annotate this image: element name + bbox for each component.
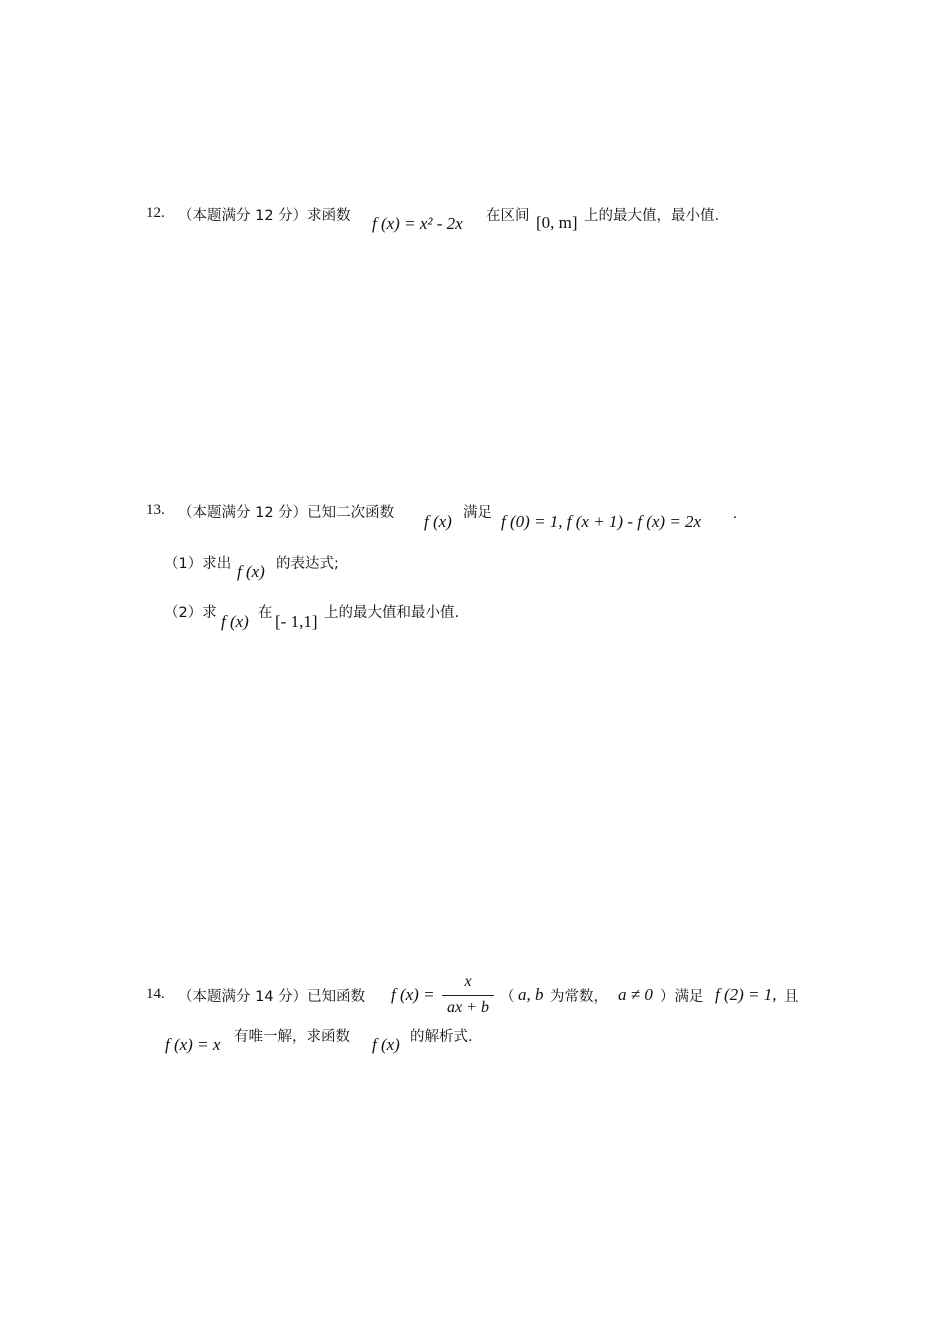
question-number: 12. [146,205,165,221]
formula: a, b [518,985,544,1004]
question-text: 有唯一解，求函数 [234,1029,350,1045]
fraction-denominator: ax + b [447,999,489,1016]
formula: f (x) [237,562,265,581]
fraction-bar [442,995,494,996]
question-text: 且 [784,989,799,1005]
formula: f (x) = x [165,1035,221,1054]
part-2-text: 在 [258,605,273,621]
question-text: 的解析式. [410,1029,473,1045]
interval: [0, m] [536,213,578,232]
fraction-numerator: x [464,973,472,990]
formula: f (x) [424,512,452,531]
question-number: 14. [146,986,165,1002]
question-text: 满足 [463,505,492,521]
formula: f (x) [221,612,249,631]
question-prefix: （本题满分 12 分）求函数 [178,208,351,224]
interval: [- 1,1] [275,612,318,631]
formula: f (x) [372,1035,400,1054]
question-text: 为常数， [550,989,608,1005]
part-2-label: （2）求 [164,605,217,621]
question-prefix: （本题满分 12 分）已知二次函数 [178,505,395,521]
formula: f (x) = [391,985,435,1004]
part-1-text: 的表达式; [276,556,339,572]
formula: f (0) = 1, f (x + 1) - f (x) = 2x [501,512,702,531]
question-text: ）满足 [660,989,704,1005]
question-text: （ [500,989,515,1005]
formula: f (x) = x² - 2x [372,214,463,233]
question-text: 在区间 [486,208,530,224]
question-text: 上的最大值，最小值. [584,208,720,224]
part-2-text: 上的最大值和最小值. [324,605,460,621]
formula: a ≠ 0 [618,985,653,1004]
part-1-label: （1）求出 [164,556,232,572]
period: . [733,506,737,522]
question-prefix: （本题满分 14 分）已知函数 [178,989,366,1005]
question-number: 13. [146,502,165,518]
formula: f (2) = 1, [715,985,777,1004]
